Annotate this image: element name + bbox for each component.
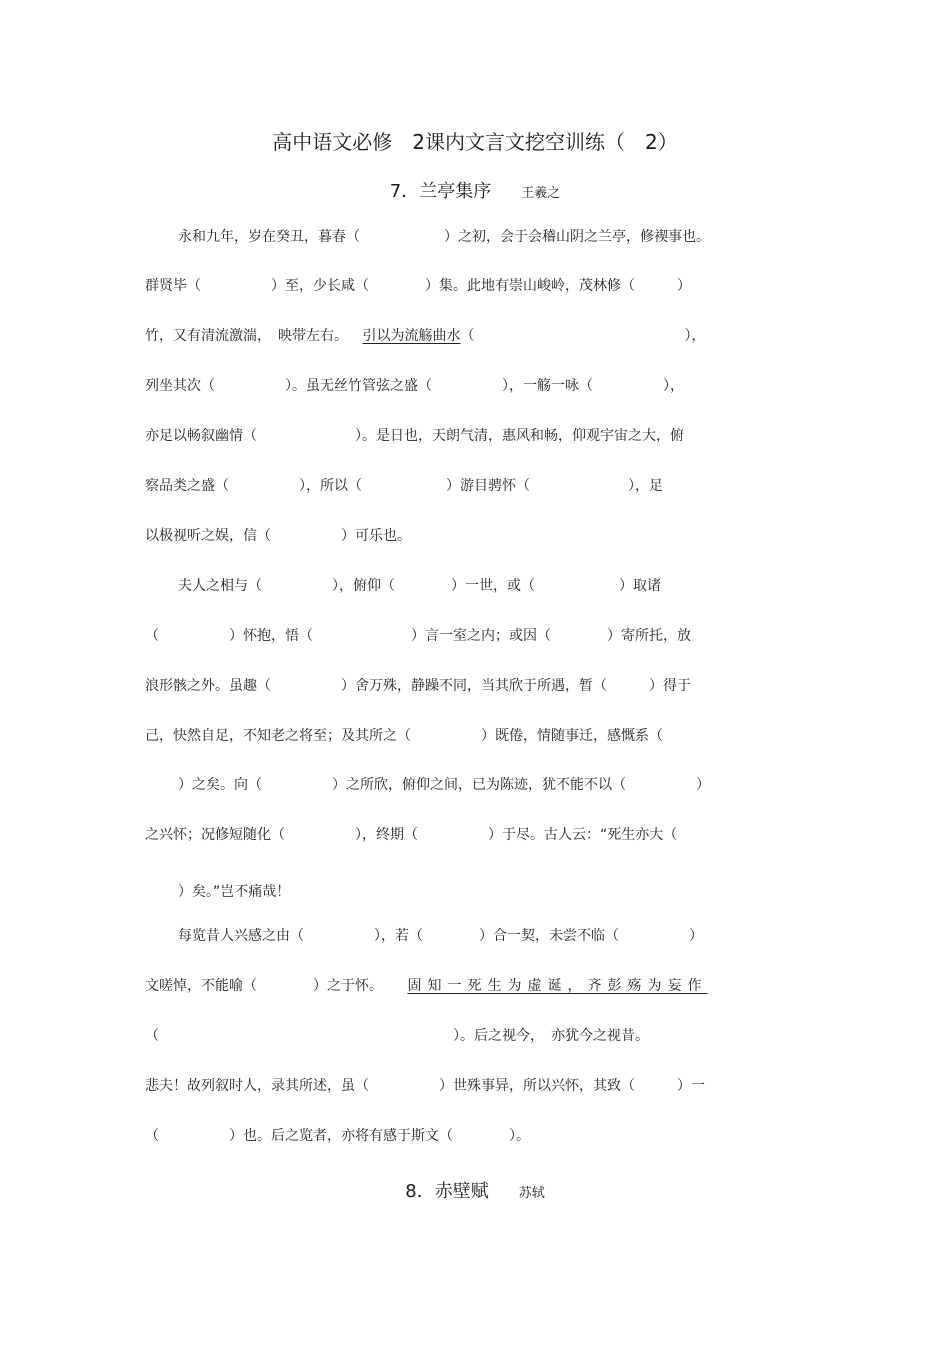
text-line: 亦足以畅叙幽情（ ）。是日也，天朗气清，惠风和畅，仰观宇宙之大，俯 [145, 428, 684, 444]
section-author: 苏轼 [518, 1186, 545, 1201]
section-name: 兰亭集序 [419, 181, 492, 202]
text-line: （ ）也。后之览者，亦将有感于斯文（ ）。 [145, 1128, 530, 1144]
underlined-phrase: 固知一死生为虚诞，齐彭殇为妄作 [407, 978, 708, 994]
underlined-phrase: 引以为流觞曲水 [362, 328, 461, 344]
section-author: 王羲之 [521, 186, 561, 201]
text-line: 悲夫！故列叙时人，录其所述，虽（ ）世殊事异，所以兴怀，其致（ ）一 [145, 1078, 705, 1094]
text-line: 群贤毕（ ）至，少长咸（ ）集。此地有崇山峻岭，茂林修（ ） [145, 278, 691, 294]
text-line: ）之矣。向（ ）之所欣，俯仰之间，已为陈迹，犹不能不以（ ） [178, 777, 710, 793]
text-line: 之兴怀；况修短随化（ ），终期（ ）于尽。古人云：“死生亦大（ [145, 827, 678, 843]
text-line: 察品类之盛（ ），所以（ ）游目骋怀（ ），足 [145, 478, 663, 494]
text-segment: 竹，又有清流激湍， 映带左右。 [145, 328, 348, 344]
text-line: （ ）怀抱，悟（ ）言一室之内；或因（ ）寄所托，放 [145, 628, 691, 644]
section-name: 赤壁赋 [434, 1181, 489, 1202]
text-line: 列坐其次（ ）。虽无丝竹管弦之盛（ ），一觞一咏（ ）， [145, 378, 684, 394]
text-line: 浪形骸之外。虽趣（ ）舍万殊，静躁不同，当其欣于所遇，暂（ ）得于 [145, 678, 691, 694]
text-line: 永和九年，岁在癸丑，暮春（ ）之初，会于会稽山阴之兰亭，修禊事也。 [178, 229, 710, 245]
text-line: 夫人之相与（ ），俯仰（ ）一世，或（ ）取诸 [178, 578, 661, 594]
section-heading-chibifu [0, 1180, 950, 1206]
section-heading-lantingjixu [0, 180, 950, 206]
page-title: 高中语文必修 2课内文言文挖空训练（ 2） [272, 130, 678, 154]
text-line: 己，快然自足，不知老之将至；及其所之（ ）既倦，情随事迁，感慨系（ [145, 728, 663, 744]
text-line: （ ）。后之视今， 亦犹今之视昔。 [145, 1028, 649, 1044]
section-number: 7． [389, 181, 420, 202]
text-segment: （ ）， [460, 328, 706, 344]
text-line: 每览昔人兴感之由（ ），若（ ）合一契，未尝不临（ ） [178, 928, 703, 944]
section-number: 8． [405, 1181, 435, 1202]
text-segment: 文嗟悼，不能喻（ ）之于怀。 [145, 978, 383, 994]
text-line [145, 976, 805, 996]
text-line: 以极视听之娱，信（ ）可乐也。 [145, 528, 411, 544]
text-line [145, 326, 805, 346]
text-line: ）矣。”岂不痛哉！ [178, 884, 291, 900]
